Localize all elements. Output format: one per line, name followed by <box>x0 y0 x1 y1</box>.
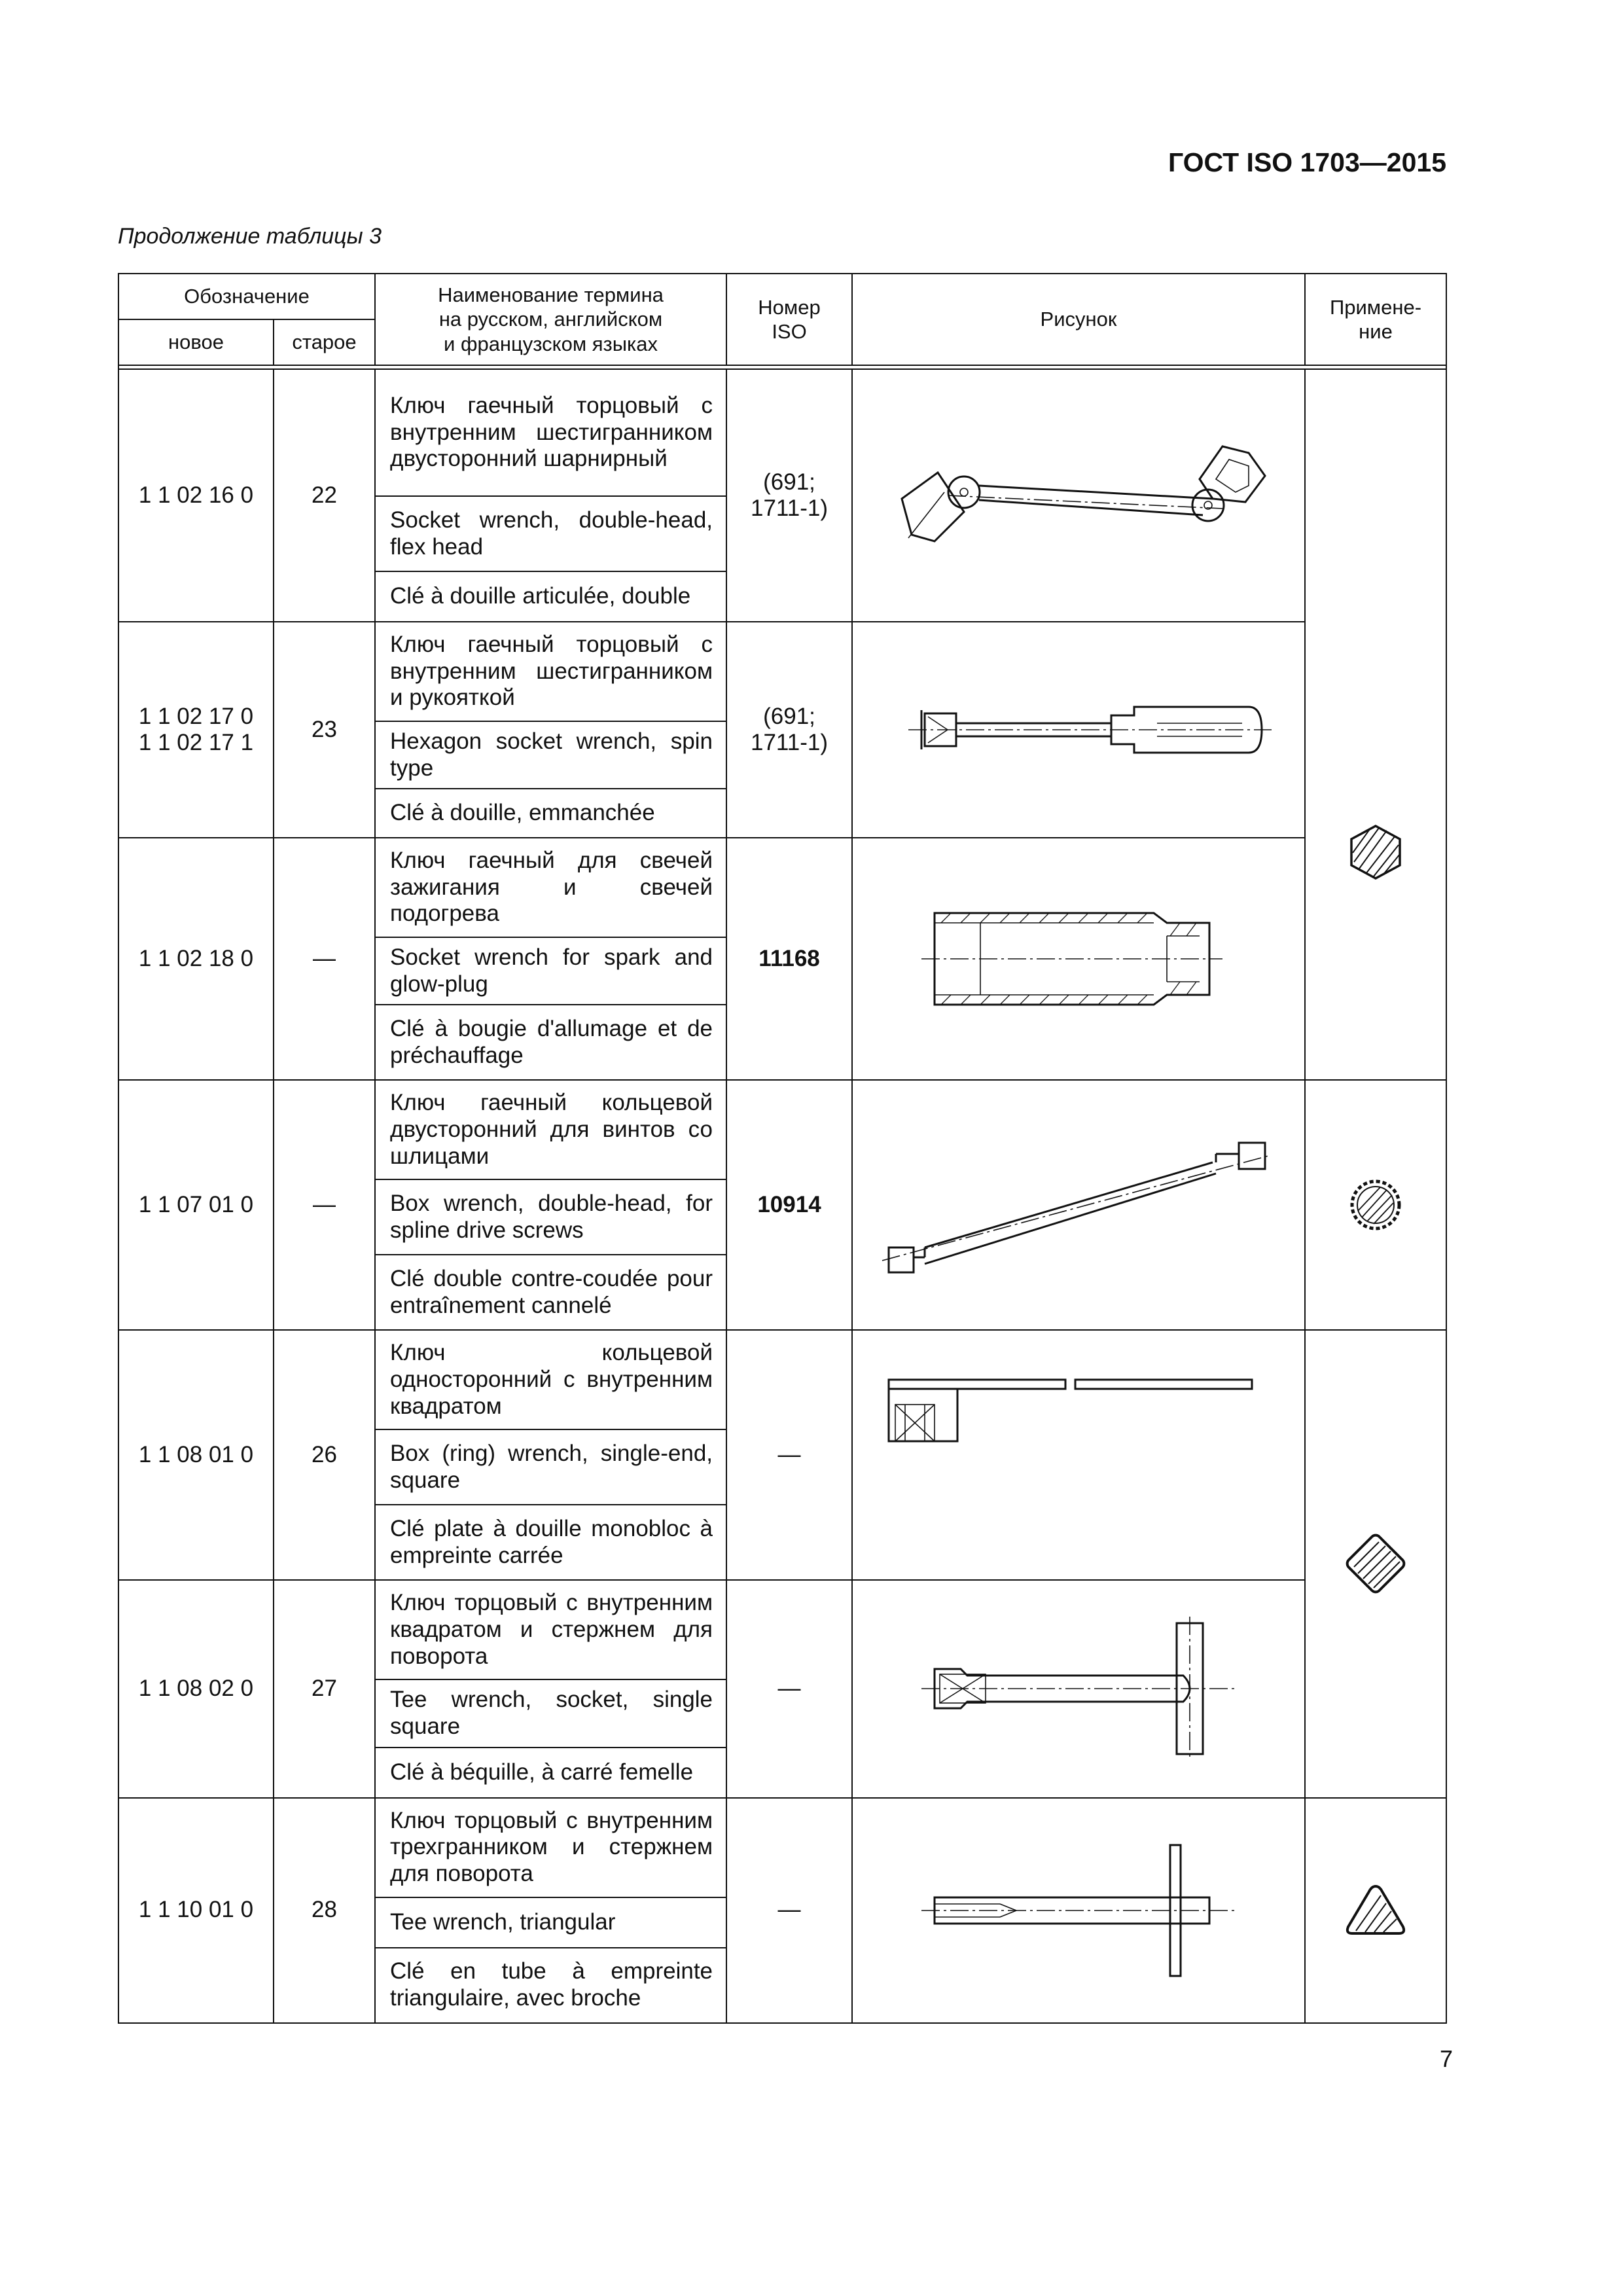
row-1-iso-line2: 1711-1) <box>750 495 829 521</box>
row-1-figure <box>852 369 1305 622</box>
row-3-old: — <box>274 838 375 1080</box>
header-old: старое <box>274 319 375 365</box>
row-6-term-fr: Clé à béquille, à carré femelle <box>375 1748 726 1798</box>
spin-type-socket-wrench-drawing <box>882 691 1275 769</box>
header-app-line1: Примене- <box>1329 295 1422 319</box>
row-7-term-fr: Clé en tube à empreinte triangulaire, avec broche <box>375 1948 726 2023</box>
row-2-iso <box>726 622 852 838</box>
row-6-iso: — <box>726 1580 852 1797</box>
row-7-old: 28 <box>274 1798 375 2023</box>
single-end-box-wrench-drawing <box>876 1354 1281 1498</box>
row-4-iso: 10914 <box>726 1080 852 1330</box>
header-iso <box>726 274 852 365</box>
header-name-line2: на русском, английском <box>438 308 663 331</box>
app-cell-triangle <box>1305 1798 1446 2023</box>
row-2-code-line1: 1 1 02 17 0 <box>138 703 254 729</box>
row-2-term-ru: Ключ гаечный торцовый с внутренним шестигранником и рукояткой <box>375 622 726 721</box>
header-iso-line2: ISO <box>772 320 807 343</box>
row-5-code: 1 1 08 01 0 <box>118 1330 274 1580</box>
row-7-term-ru: Ключ торцовый с внутренним трехгранником и стержнем для поворота <box>375 1798 726 1897</box>
row-3-term-en: Socket wrench for spark and glow-plug <box>375 937 726 1005</box>
header-figure: Рисунок <box>852 274 1305 365</box>
row-1-term-en: Socket wrench, double-head, flex head <box>375 496 726 571</box>
row-7-term-en: Tee wrench, triangular <box>375 1897 726 1948</box>
row-6-old: 27 <box>274 1580 375 1797</box>
row-5-iso: — <box>726 1330 852 1580</box>
row-1-term-ru: Ключ гаечный торцовый с внутренним шестигранником двусторонний шарнирный <box>375 369 726 496</box>
app-cell-spline <box>1305 1080 1446 1330</box>
spark-plug-socket-wrench-drawing <box>908 893 1249 1024</box>
row-4-code: 1 1 07 01 0 <box>118 1080 274 1330</box>
row-1-old: 22 <box>274 369 375 622</box>
row-2-old: 23 <box>274 622 375 838</box>
flex-head-double-socket-wrench-drawing <box>882 387 1275 603</box>
row-6-figure <box>852 1580 1305 1797</box>
app-cell-hexagon <box>1305 369 1446 1080</box>
row-5-old: 26 <box>274 1330 375 1580</box>
header-designation: Обозначение <box>118 274 375 319</box>
row-7-iso: — <box>726 1798 852 2023</box>
row-6-term-en: Tee wrench, socket, single square <box>375 1679 726 1747</box>
header-app-line2: ние <box>1359 320 1393 343</box>
document-code: ГОСТ ISO 1703—2015 <box>1168 147 1446 177</box>
tee-socket-wrench-drawing <box>908 1610 1249 1767</box>
row-2-iso-line2: 1711-1) <box>750 730 829 756</box>
row-2-iso-line1: (691; <box>763 703 815 729</box>
app-cell-square <box>1305 1330 1446 1797</box>
row-2-figure <box>852 622 1305 838</box>
header-name-line3: и французском языках <box>444 332 658 355</box>
row-4-figure <box>852 1080 1305 1330</box>
row-1-iso-line1: (691; <box>763 469 815 495</box>
row-1-iso <box>726 369 852 622</box>
row-5-term-fr: Clé plate à douille monobloc à empreinte carrée <box>375 1505 726 1580</box>
row-4-term-en: Box wrench, double-head, for spline drive screws <box>375 1179 726 1255</box>
row-3-term-fr: Clé à bougie d'allumage et de préchauffage <box>375 1005 726 1080</box>
triangle-profile-icon <box>1343 1881 1408 1940</box>
header-new: новое <box>118 319 274 365</box>
header-name <box>375 274 726 365</box>
double-head-box-wrench-drawing <box>876 1126 1281 1283</box>
row-5-figure <box>852 1330 1305 1580</box>
row-4-term-fr: Clé double contre-coudée pour entraînement cannelé <box>375 1255 726 1330</box>
row-7-code: 1 1 10 01 0 <box>118 1798 274 2023</box>
table-caption: Продолжение таблицы 3 <box>118 224 382 249</box>
hexagon-profile-icon <box>1346 823 1405 882</box>
header-iso-line1: Номер <box>758 295 821 319</box>
row-7-figure <box>852 1798 1305 2023</box>
header-application <box>1305 274 1446 365</box>
row-5-term-ru: Ключ кольцевой односторонний с внутренним квадратом <box>375 1330 726 1429</box>
page-number: 7 <box>1439 2045 1453 2072</box>
header-name-line1: Наименование термина <box>438 283 664 307</box>
row-3-iso: 11168 <box>726 838 852 1080</box>
row-2-code-line2: 1 1 02 17 1 <box>138 730 254 756</box>
row-6-code: 1 1 08 02 0 <box>118 1580 274 1797</box>
spline-profile-icon <box>1346 1175 1405 1234</box>
square-profile-icon <box>1340 1528 1412 1600</box>
row-6-term-ru: Ключ торцовый с внутренним квадратом и стержнем для поворота <box>375 1580 726 1679</box>
row-1-term-fr: Clé à douille articulée, double <box>375 571 726 622</box>
row-3-term-ru: Ключ гаечный для свечей зажигания и свечей подогрева <box>375 838 726 937</box>
row-2-term-fr: Clé à douille, emmanchée <box>375 789 726 838</box>
terms-table <box>118 273 1447 2024</box>
row-3-code: 1 1 02 18 0 <box>118 838 274 1080</box>
row-2-term-en: Hexagon socket wrench, spin type <box>375 721 726 789</box>
tee-triangular-wrench-drawing <box>908 1839 1249 1982</box>
row-3-figure <box>852 838 1305 1080</box>
row-4-old: — <box>274 1080 375 1330</box>
row-2-code <box>118 622 274 838</box>
row-1-code: 1 1 02 16 0 <box>118 369 274 622</box>
row-4-term-ru: Ключ гаечный кольцевой двусторонний для винтов со шлицами <box>375 1080 726 1179</box>
row-5-term-en: Box (ring) wrench, single-end, square <box>375 1429 726 1505</box>
